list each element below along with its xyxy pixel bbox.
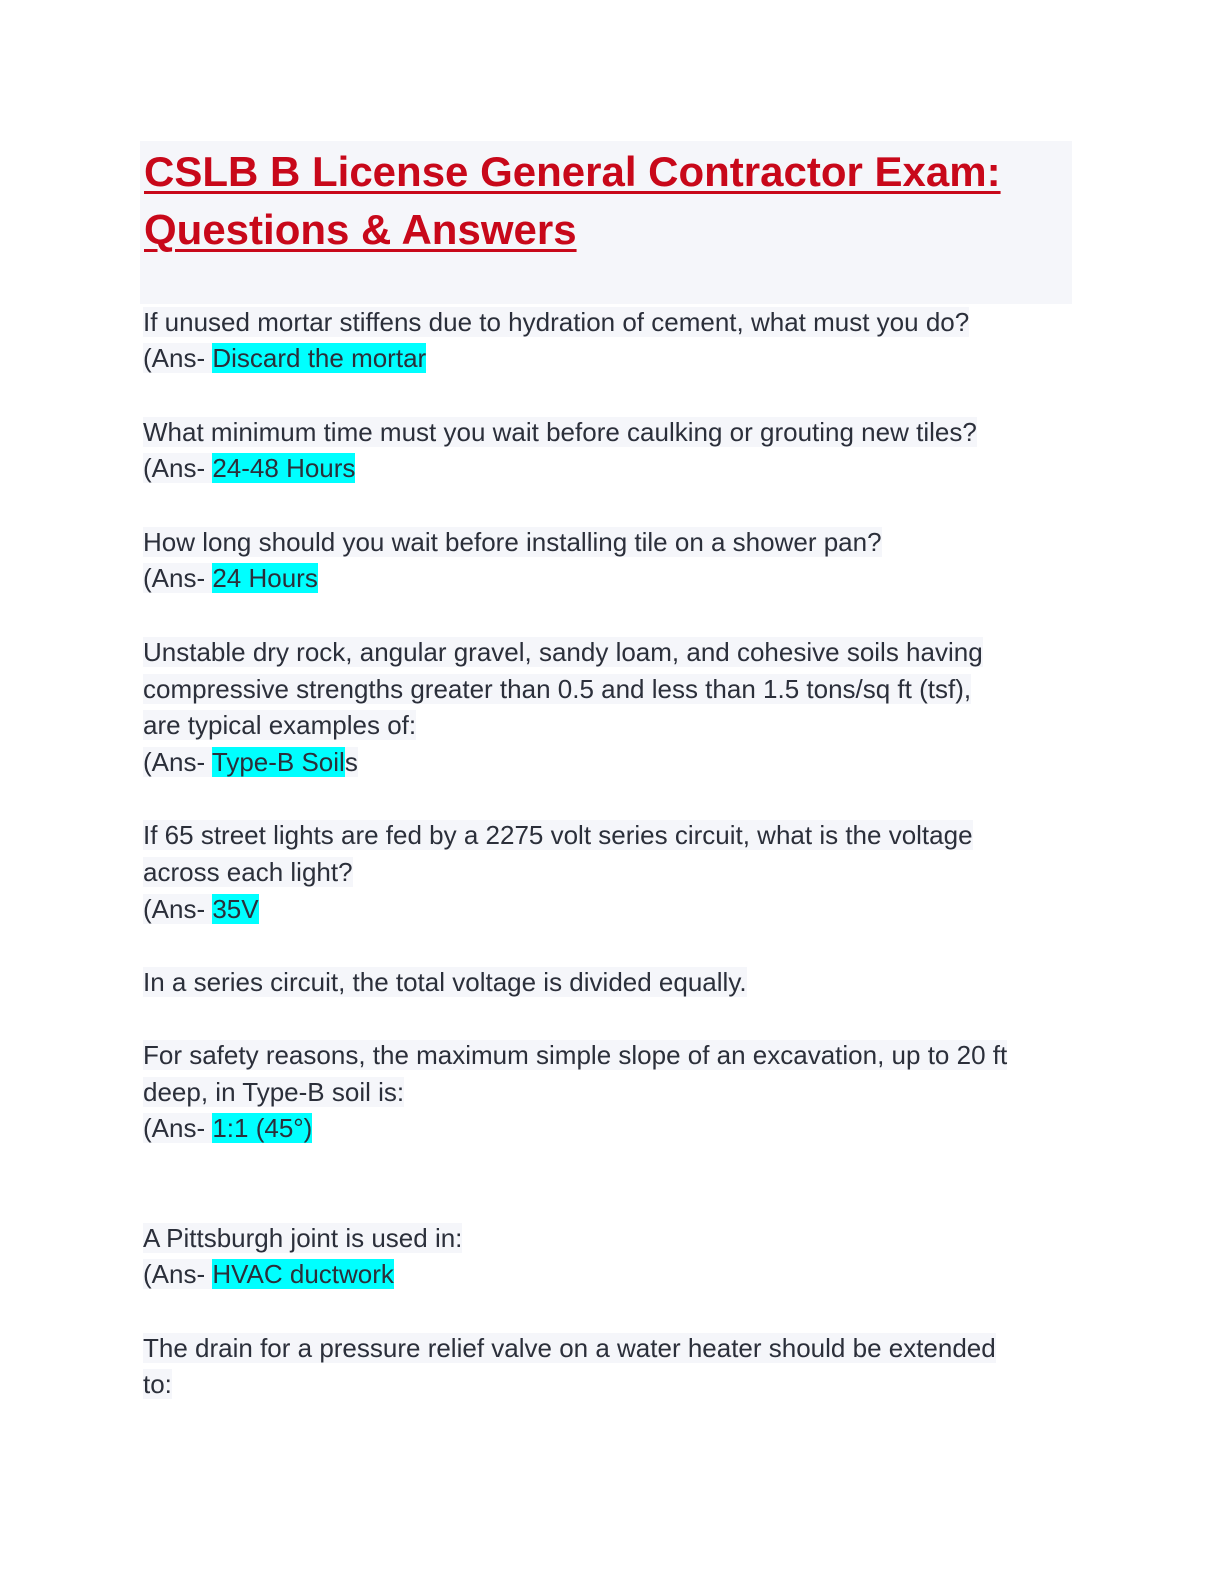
answer-tail: s (344, 747, 358, 777)
question-line: How long should you wait before installing tile on a shower pan? (143, 527, 882, 557)
question-line: Unstable dry rock, angular gravel, sandy loam, and cohesive soils having (143, 637, 983, 667)
question-line: What minimum time must you wait before caulking or grouting new tiles? (143, 417, 977, 447)
answer-highlight: Type-B Soil (211, 747, 345, 777)
answer-line (143, 560, 318, 596)
question-line: across each light? (143, 857, 353, 887)
answer-line (143, 450, 355, 486)
question-line: A Pittsburgh joint is used in: (143, 1223, 463, 1253)
question-line: If unused mortar stiffens due to hydration of cement, what must you do? (143, 307, 970, 337)
answer-line (143, 744, 358, 780)
answer-prefix: (Ans- (143, 747, 212, 777)
answer-prefix: (Ans- (143, 563, 213, 593)
answer-prefix: (Ans- (143, 894, 213, 924)
question-line: compressive strengths greater than 0.5 and less than 1.5 tons/sq ft (tsf), (143, 674, 972, 704)
answer-highlight: 35V (212, 894, 259, 924)
answer-highlight: 24-48 Hours (212, 453, 356, 483)
question-line: For safety reasons, the maximum simple slope of an excavation, up to 20 ft (143, 1040, 1008, 1070)
explanation-note: In a series circuit, the total voltage is divided equally. (143, 967, 747, 997)
title-line-1: CSLB B License General Contractor Exam: (144, 148, 1001, 195)
question-line: If 65 street lights are fed by a 2275 volt series circuit, what is the voltage (143, 820, 973, 850)
document-title (144, 143, 1001, 259)
answer-highlight: 24 Hours (212, 563, 318, 593)
answer-highlight: HVAC ductwork (212, 1259, 394, 1289)
answer-line (143, 1110, 312, 1146)
answer-line (143, 1256, 394, 1292)
answer-prefix: (Ans- (143, 1113, 213, 1143)
answer-prefix: (Ans- (143, 1259, 213, 1289)
question-line: to: (143, 1369, 172, 1399)
question-line: deep, in Type-B soil is: (143, 1077, 405, 1107)
answer-prefix: (Ans- (143, 453, 213, 483)
question-line: are typical examples of: (143, 710, 417, 740)
answer-highlight: Discard the mortar (212, 343, 427, 373)
answer-line (143, 340, 426, 376)
answer-prefix: (Ans- (143, 343, 213, 373)
answer-line (143, 891, 259, 927)
title-line-2: Questions & Answers (144, 206, 577, 253)
question-line: The drain for a pressure relief valve on a water heater should be extended (143, 1333, 996, 1363)
answer-highlight: 1:1 (45°) (212, 1113, 313, 1143)
